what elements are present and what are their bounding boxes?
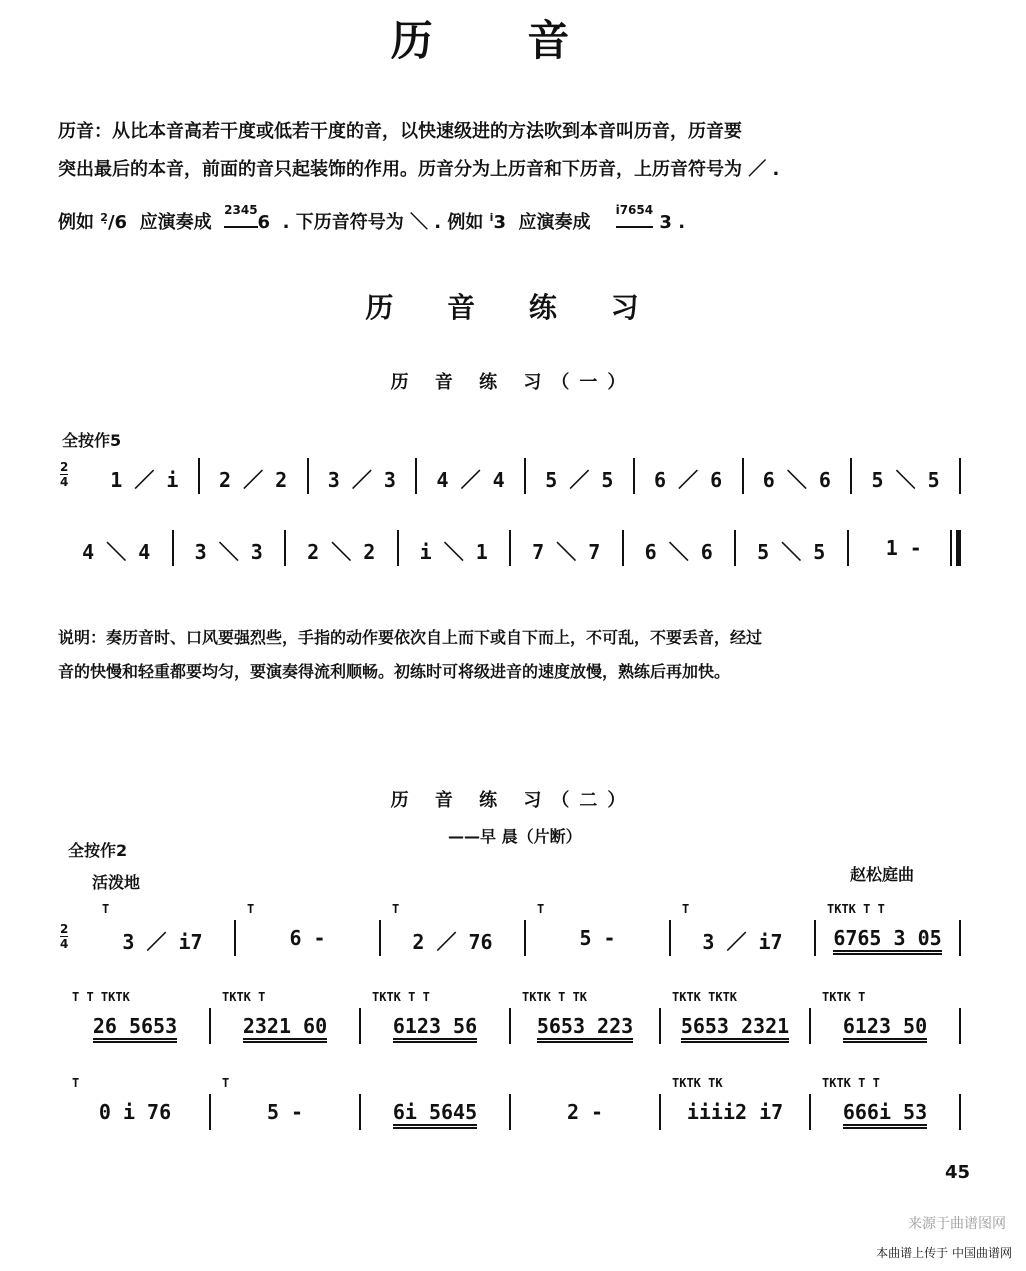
articulation-marks: TKTK T T [827,902,885,916]
measure-notes: 6 ＼ 6 [762,468,831,492]
measure-notes: 3 ／ i7 [702,930,783,954]
barline [809,1008,811,1044]
measure [316,464,409,493]
barline [172,530,174,566]
intro-line-3: 例如 $^{2̣}$/6 应演奏成 23456 . 下历音符号为 ＼ . 例如 $^i$3 应演奏成 i7654 3 . [58,202,978,242]
exercise-1-row-1 [60,458,970,498]
exercise-1-key: 全按作5 [62,431,122,450]
articulation-marks: T [682,902,690,916]
barline [509,1008,511,1044]
measure [424,464,517,493]
measure [518,1100,652,1124]
measure [678,926,807,955]
exercise-2-composer: 赵松庭曲 [850,865,915,884]
barline [659,1094,661,1130]
measure [243,926,372,950]
barline [814,920,816,956]
articulation-marks: TKTK T T [822,1076,880,1090]
measure [668,1014,802,1038]
final-barline [950,530,962,566]
measure [218,1100,352,1124]
example-1-grace: 2̣ [100,211,108,224]
barline [234,920,236,956]
footer-credit: 本曲谱上传于 中国曲谱网 [876,1246,1012,1260]
barline [659,1008,661,1044]
measure [533,464,626,493]
exercise-2-row-2 [60,990,970,1048]
measure-notes: iiii2 i7 [686,1100,784,1124]
measure-notes: 2 ／ 76 [412,930,493,954]
articulation-marks: TKTK T T [372,990,430,1004]
barline [359,1094,361,1130]
barline [809,1094,811,1130]
barline [397,530,399,566]
page-number: 45 [944,1162,970,1183]
measure-notes: 5653 223 [537,1014,633,1043]
exercise-2-row-3 [60,1076,970,1134]
articulation-marks: T [102,902,110,916]
time-signature-2: 2 4 [60,922,69,951]
measure [218,1014,352,1038]
exercise-1-title: 历 音 练 习（一） [390,372,636,393]
example-1-expanded: 2345 [224,194,257,228]
measure [68,1100,202,1124]
barline [742,458,744,494]
barline [959,458,961,494]
measure [518,1014,652,1038]
measure [368,1014,502,1038]
measure-notes: 0 i 76 [98,1100,172,1124]
measure [68,1014,202,1038]
measure-notes: 4 ／ 4 [436,468,505,492]
measure [368,1100,502,1124]
measure-notes: 3 ＼ 3 [194,540,263,564]
exercise-2-key: 全按作2 [68,841,128,860]
articulation-marks: TKTK T TK [522,990,588,1004]
barline [959,1094,961,1130]
measure-notes: 7 ＼ 7 [532,540,601,564]
measure [98,464,191,493]
barline [209,1094,211,1130]
exercise-2-title: 历 音 练 习（二） [390,790,636,811]
articulation-marks: TKTK T [822,990,866,1004]
articulation-marks: TKTK T [222,990,266,1004]
measure-notes: i ＼ 1 [419,540,488,564]
example-2-expanded: i7654 [616,194,654,228]
barline [669,920,671,956]
measure-notes: 5 - [579,926,616,950]
measure-notes: 6 ／ 6 [654,468,723,492]
barline [209,1008,211,1044]
measure [293,536,390,565]
measure [406,536,503,565]
measure [818,1100,952,1124]
measure-notes: 5 ＼ 5 [871,468,940,492]
measure-notes: 4 ＼ 4 [82,540,151,564]
barline [284,530,286,566]
measure-notes: 666i 53 [843,1100,927,1129]
measure-notes: 6123 50 [843,1014,927,1043]
measure [856,536,953,560]
barline [524,920,526,956]
barline [850,458,852,494]
barline [379,920,381,956]
barline [734,530,736,566]
measure [533,926,662,950]
watermark: 来源于曲谱图网 [908,1216,1006,1232]
measure [642,464,735,493]
measure [98,926,227,955]
measure [631,536,728,565]
intro-line-2: 突出最后的本音，前面的音只起装饰的作用。历音分为上历音和下历音，上历音符号为 ／ . [58,159,780,180]
measure-notes: 6 ＼ 6 [644,540,713,564]
measure [388,926,517,955]
barline [622,530,624,566]
example-2-note: 3 [493,212,506,233]
articulation-marks: T [72,1076,80,1090]
barline [959,1008,961,1044]
barline [509,1094,511,1130]
time-signature: 2 4 [60,460,69,489]
articulation-marks: T [392,902,400,916]
barline [198,458,200,494]
measure [818,1014,952,1038]
measure [743,536,840,565]
measure-notes: 5 ／ 5 [545,468,614,492]
measure [823,926,952,950]
measure [518,536,615,565]
section-title: 历 音 练 习 [365,291,661,324]
measure-notes: 3 ／ 3 [327,468,396,492]
exercise-1-row-2 [60,530,970,570]
barline [847,530,849,566]
exercise-2-subtitle: ——早 晨（片断） [448,827,582,846]
measure [668,1100,802,1124]
measure [207,464,300,493]
articulation-marks: T T TKTK [72,990,130,1004]
exercise-2-tempo: 活泼地 [92,873,141,892]
exercise-1-note-line-1: 说明：奏历音时、口风要强烈些，手指的动作要依次自上而下或自下而上，不可乱，不要丢音，经过 [58,628,763,647]
articulation-marks: TKTK TK [672,1076,723,1090]
barline [307,458,309,494]
measure-notes: 2 ／ 2 [219,468,288,492]
measure-notes: 6i 5645 [393,1100,477,1129]
measure-notes: 6 - [289,926,326,950]
barline [415,458,417,494]
measure-notes: 26 5653 [93,1014,177,1043]
articulation-marks: T [247,902,255,916]
intro-line-1: 历音：从比本音高若干度或低若干度的音，以快速级进的方法吹到本音叫历音，历音要 [58,121,742,142]
measure [68,536,165,565]
measure-notes: 5653 2321 [681,1014,789,1043]
barline [524,458,526,494]
measure-notes: 2321 60 [243,1014,327,1043]
measure-notes: 2 - [566,1100,604,1124]
example-1-target: 6 [257,212,271,233]
barline [509,530,511,566]
measure-notes: 6765 3 05 [833,926,941,955]
exercise-1-note-line-2: 音的快慢和轻重都要均匀，要演奏得流利顺畅。初练时可将级进音的速度放慢，熟练后再加快。 [58,662,731,681]
articulation-marks: T [537,902,545,916]
measure-notes: 2 ＼ 2 [307,540,376,564]
example-1-note: 6 [114,212,128,233]
measure-notes: 5 - [266,1100,304,1124]
barline [359,1008,361,1044]
barline [959,920,961,956]
page-title: 历 音 [390,16,610,65]
measure [859,464,952,493]
measure-notes: 6123 56 [393,1014,477,1043]
measure [751,464,844,493]
exercise-2-row-1 [60,902,970,960]
measure [181,536,278,565]
articulation-marks: TKTK TKTK [672,990,738,1004]
measure-notes: 5 ＼ 5 [757,540,826,564]
example-2-grace: i [489,211,494,224]
articulation-marks: T [222,1076,230,1090]
measure-notes: 1 ／ i [110,468,179,492]
measure-notes: 1 - [885,536,922,560]
measure-notes: 3 ／ i7 [122,930,203,954]
barline [633,458,635,494]
example-2-target: 3 [659,212,672,233]
